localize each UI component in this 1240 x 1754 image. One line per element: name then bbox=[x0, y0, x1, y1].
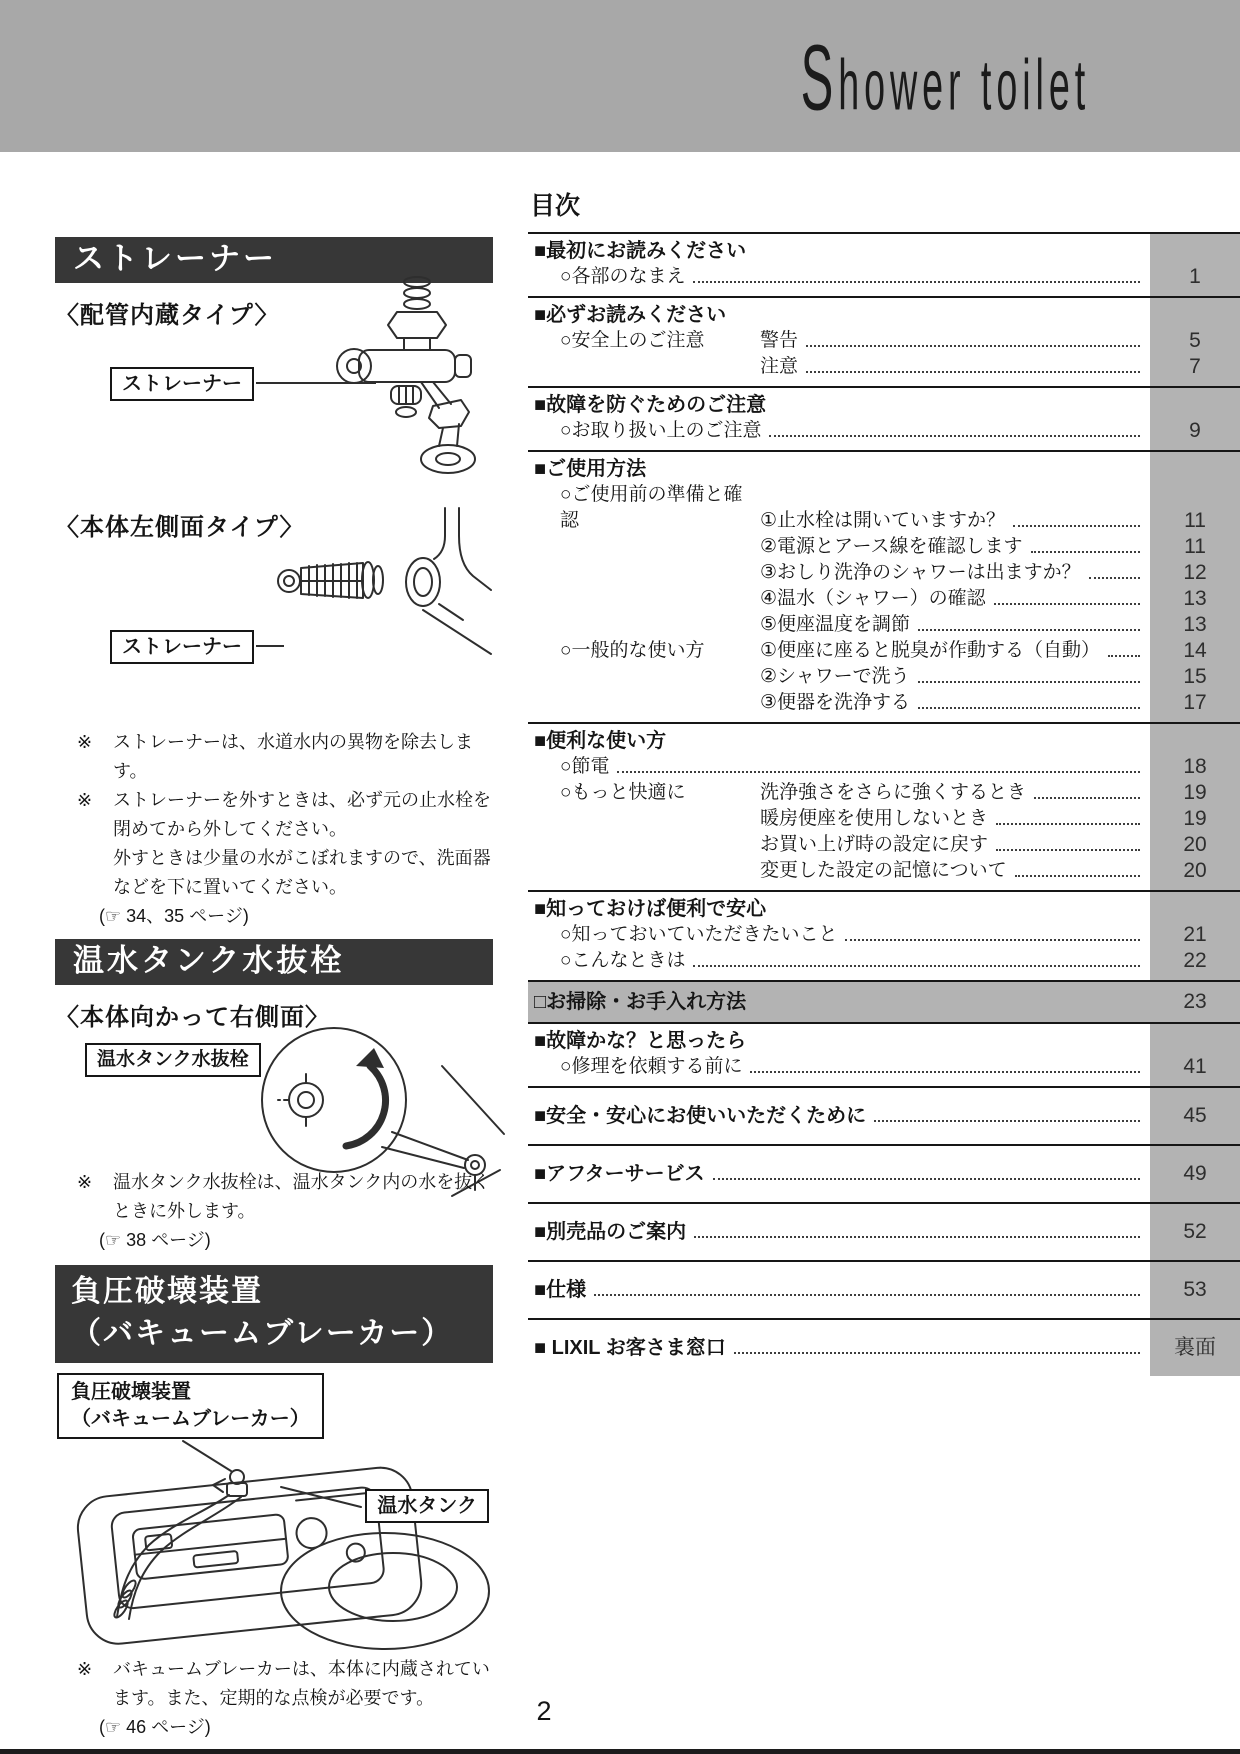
pipe-built-in-type-heading: 〈配管内蔵タイプ〉 bbox=[55, 302, 280, 329]
toc-row bbox=[528, 780, 1240, 806]
left-column bbox=[55, 237, 493, 1742]
toc-section bbox=[528, 1144, 1240, 1202]
toc-section-header bbox=[528, 1161, 1240, 1187]
note-marker: ※ bbox=[77, 732, 93, 752]
toc-section bbox=[528, 1260, 1240, 1318]
dotted-leader bbox=[996, 849, 1140, 851]
toc-row bbox=[528, 482, 1240, 534]
toc-section-title: ■最初にお読みください bbox=[534, 240, 747, 262]
toc-item-sublabel: ②電源とアース線を確認します bbox=[760, 536, 1023, 557]
vacuum-breaker-illustration bbox=[55, 1439, 493, 1651]
table-of-contents bbox=[528, 186, 1240, 1376]
toc-section-title: ■故障を防ぐためのご注意 bbox=[534, 394, 767, 416]
breaker-notes bbox=[55, 1655, 493, 1742]
note bbox=[55, 1226, 493, 1255]
toc-row bbox=[528, 586, 1240, 612]
dotted-leader bbox=[750, 1071, 1140, 1073]
dotted-leader bbox=[806, 345, 1140, 347]
toc-section-title: ■別売品のご案内 bbox=[534, 1221, 687, 1243]
toc-section bbox=[528, 386, 1240, 450]
note-text: ストレーナーは、水道水内の異物を除去します。 bbox=[113, 732, 473, 781]
toc-page-number: 11 bbox=[1184, 535, 1206, 558]
vacuum-breaker-section-banner bbox=[55, 1265, 493, 1363]
toc-section bbox=[528, 296, 1240, 386]
left-side-type-heading: 〈本体左側面タイプ〉 bbox=[55, 514, 305, 541]
toc-section-title: ■知っておけば便利で安心 bbox=[534, 898, 767, 920]
note-text: (☞ 34、35 ページ) bbox=[99, 906, 249, 926]
toc-page-number: 1 bbox=[1189, 265, 1201, 288]
dotted-leader bbox=[994, 603, 1140, 605]
toc-page-number: 23 bbox=[1183, 990, 1207, 1013]
strainer-figure-pipe-type bbox=[55, 330, 493, 495]
dotted-leader bbox=[713, 1178, 1140, 1180]
dotted-leader bbox=[594, 1294, 1140, 1296]
toc-row bbox=[528, 560, 1240, 586]
note-marker: ※ bbox=[77, 790, 93, 810]
toc-section-title: □お掃除・お手入れ方法 bbox=[534, 991, 747, 1013]
toc-item-sublabel: 注意 bbox=[760, 356, 799, 377]
toc-page-number: 19 bbox=[1183, 807, 1207, 830]
strainer-callout-pipe-type: ストレーナー bbox=[110, 367, 254, 401]
note-text: バキュームブレーカーは、本体に内蔵されています。また、定期的な点検が必要です。 bbox=[113, 1659, 490, 1708]
toc-page-number: 18 bbox=[1183, 755, 1207, 778]
strainer-figure-left-side-type bbox=[55, 542, 493, 728]
dotted-leader bbox=[617, 771, 1140, 773]
toc-page-number: 52 bbox=[1183, 1220, 1207, 1243]
vacuum-breaker-callout-line1: 負圧破壊装置 bbox=[71, 1381, 191, 1403]
toc-item-sublabel: ④温水（シャワー）の確認 bbox=[760, 588, 986, 609]
dotted-leader bbox=[806, 371, 1140, 373]
toc-page-number: 14 bbox=[1183, 639, 1207, 662]
toc-row bbox=[528, 418, 1240, 444]
toc-page-number: 9 bbox=[1189, 419, 1201, 442]
strainer-callout-left-side: ストレーナー bbox=[110, 630, 254, 664]
tank-drain-section-banner: 温水タンク水抜栓 bbox=[55, 939, 493, 985]
toc-row bbox=[528, 664, 1240, 690]
strainer-notes bbox=[55, 728, 493, 931]
toc-page-number: 19 bbox=[1183, 781, 1207, 804]
toc-section-header bbox=[528, 728, 1240, 754]
toc-row bbox=[528, 638, 1240, 664]
dotted-leader bbox=[1013, 525, 1140, 527]
toc-section-title: ■故障かな？と思ったら bbox=[534, 1030, 747, 1052]
note-text: (☞ 46 ページ) bbox=[99, 1717, 211, 1737]
toc-section-header bbox=[528, 896, 1240, 922]
dotted-leader bbox=[918, 681, 1140, 683]
toc-item-label: ○もっと快適に bbox=[560, 782, 686, 803]
toc-page-number: 5 bbox=[1189, 329, 1201, 352]
toc-item-sublabel: 洗浄強さをさらに強くするとき bbox=[760, 782, 1027, 803]
dotted-leader bbox=[1015, 875, 1140, 877]
toc-section bbox=[528, 1086, 1240, 1144]
toc-section-title: ■ LIXIL お客さま窓口 bbox=[534, 1337, 726, 1359]
toc-section bbox=[528, 722, 1240, 890]
toc-item-label: ○お取り扱い上のご注意 bbox=[560, 420, 762, 441]
toc-page-number: 41 bbox=[1183, 1055, 1207, 1078]
note bbox=[55, 844, 493, 902]
toc-section-header bbox=[528, 302, 1240, 328]
tank-notes bbox=[55, 1168, 493, 1255]
dotted-leader bbox=[1034, 797, 1140, 799]
toc-page-number: 20 bbox=[1183, 859, 1207, 882]
toc-item-label: ○各部のなまえ bbox=[560, 266, 686, 287]
toc-item-label: ○節電 bbox=[560, 756, 610, 777]
toc-page-number: 49 bbox=[1183, 1162, 1207, 1185]
dotted-leader bbox=[694, 1236, 1140, 1238]
toc-row bbox=[528, 354, 1240, 380]
toc-row bbox=[528, 612, 1240, 638]
leader-line bbox=[256, 382, 376, 384]
toc-row bbox=[528, 832, 1240, 858]
toc-page-number: 22 bbox=[1183, 949, 1207, 972]
toc-page-number: 15 bbox=[1183, 665, 1207, 688]
toc-section-header bbox=[528, 392, 1240, 418]
note-text: (☞ 38 ページ) bbox=[99, 1230, 211, 1250]
dotted-leader bbox=[693, 281, 1140, 283]
toc-item-sublabel: お買い上げ時の設定に戻す bbox=[760, 834, 989, 855]
toc-page-number: 17 bbox=[1183, 691, 1207, 714]
toc-section bbox=[528, 450, 1240, 722]
note-text: 外すときは少量の水がこぼれますので、洗面器などを下に置いてください。 bbox=[113, 848, 491, 897]
tank-drain-figure bbox=[55, 1032, 493, 1160]
toc-section-header bbox=[528, 989, 1240, 1015]
toc-page-number: 11 bbox=[1184, 509, 1206, 532]
toc-section-title: ■必ずお読みください bbox=[534, 304, 727, 326]
toc-row bbox=[528, 922, 1240, 948]
toc-item-label: ○知っておいていただきたいこと bbox=[560, 924, 838, 945]
dotted-leader bbox=[769, 435, 1140, 437]
left-side-strainer-illustration bbox=[273, 506, 493, 666]
dotted-leader bbox=[1089, 577, 1140, 579]
toc-page-number: 7 bbox=[1189, 355, 1201, 378]
brand-logo: Shower toilet bbox=[800, 25, 1090, 130]
toc-item-sublabel: ①止水栓は開いていますか？ bbox=[760, 510, 1006, 531]
toc-title: 目次 bbox=[530, 192, 581, 220]
toc-row bbox=[528, 264, 1240, 290]
tank-drain-callout: 温水タンク水抜栓 bbox=[85, 1043, 261, 1077]
toc-item-label: ○こんなときは bbox=[560, 950, 686, 971]
toc-item-label: ○一般的な使い方 bbox=[560, 640, 705, 661]
vacuum-breaker-banner-line1: 負圧破壊装置 bbox=[71, 1275, 263, 1308]
toc-section-title: ■仕様 bbox=[534, 1279, 587, 1301]
toc-item-sublabel: ③おしり洗浄のシャワーは出ますか？ bbox=[760, 562, 1081, 583]
dotted-leader bbox=[918, 707, 1140, 709]
right-side-heading: 〈本体向かって右側面〉 bbox=[55, 1004, 330, 1031]
toc-section-header bbox=[528, 1277, 1240, 1303]
bottom-edge-bar bbox=[0, 1749, 1240, 1754]
toc-section-title: ■ご使用方法 bbox=[534, 458, 647, 480]
toc-section-title: ■安全・安心にお使いいただくために bbox=[534, 1105, 867, 1127]
toc-page-number: 13 bbox=[1183, 587, 1207, 610]
strainer-section-banner: ストレーナー bbox=[55, 237, 493, 283]
toc-section bbox=[528, 980, 1240, 1022]
vacuum-breaker-banner-line2: （バキュームブレーカー） bbox=[71, 1317, 454, 1350]
toc-section-header bbox=[528, 1219, 1240, 1245]
toc-section-header bbox=[528, 1335, 1240, 1361]
note bbox=[55, 786, 493, 844]
toc-page-number: 45 bbox=[1183, 1104, 1207, 1127]
vacuum-breaker-figure bbox=[55, 1439, 493, 1651]
toc-page-number: 21 bbox=[1183, 923, 1207, 946]
toc-row bbox=[528, 948, 1240, 974]
note bbox=[55, 1655, 493, 1713]
note bbox=[55, 728, 493, 786]
toc-page-number: 20 bbox=[1183, 833, 1207, 856]
toc-item-sublabel: ①便座に座ると脱臭が作動する（自動） bbox=[760, 640, 1101, 661]
toc-row bbox=[528, 806, 1240, 832]
toc-section-header bbox=[528, 1103, 1240, 1129]
toc-section bbox=[528, 1318, 1240, 1376]
toc-row bbox=[528, 534, 1240, 560]
toc-item-sublabel: ③便器を洗浄する bbox=[760, 692, 911, 713]
toc-section-title: ■アフターサービス bbox=[534, 1163, 705, 1185]
toc-row bbox=[528, 328, 1240, 354]
dotted-leader bbox=[734, 1352, 1140, 1354]
note bbox=[55, 902, 493, 931]
toc-item-label: ○安全上のご注意 bbox=[560, 330, 705, 351]
dotted-leader bbox=[918, 629, 1140, 631]
dotted-leader bbox=[845, 939, 1140, 941]
leader-line bbox=[256, 645, 284, 647]
note bbox=[55, 1168, 493, 1226]
hot-water-tank-callout: 温水タンク bbox=[365, 1489, 489, 1523]
toc-item-label: ○修理を依頼する前に bbox=[560, 1056, 743, 1077]
note-text: ストレーナーを外すときは、必ず元の止水栓を閉めてから外してください。 bbox=[113, 790, 491, 839]
toc-section-header bbox=[528, 1028, 1240, 1054]
toc-page-number: 13 bbox=[1183, 613, 1207, 636]
toc-item-sublabel: 変更した設定の記憶について bbox=[760, 860, 1007, 881]
toc-section bbox=[528, 232, 1240, 296]
toc-item-sublabel: 暖房便座を使用しないとき bbox=[760, 808, 989, 829]
dotted-leader bbox=[996, 823, 1140, 825]
toc-section-header bbox=[528, 456, 1240, 482]
dotted-leader bbox=[874, 1120, 1140, 1122]
page-number: 2 bbox=[536, 1696, 552, 1726]
toc-page-number: 裏面 bbox=[1174, 1336, 1216, 1359]
toc-row bbox=[528, 858, 1240, 884]
toc-row bbox=[528, 754, 1240, 780]
toc-section-header bbox=[528, 238, 1240, 264]
toc-section-title: ■便利な使い方 bbox=[534, 730, 667, 752]
toc-row bbox=[528, 690, 1240, 716]
dotted-leader bbox=[1108, 655, 1140, 657]
toc-section bbox=[528, 1022, 1240, 1086]
vacuum-breaker-callout-line2: （バキュームブレーカー） bbox=[71, 1408, 310, 1430]
toc-item-sublabel: ⑤便座温度を調節 bbox=[760, 614, 911, 635]
dotted-leader bbox=[693, 965, 1140, 967]
note bbox=[55, 1713, 493, 1742]
note-text: 温水タンク水抜栓は、温水タンク内の水を抜くときに外します。 bbox=[113, 1172, 491, 1221]
toc-item-sublabel: ②シャワーで洗う bbox=[760, 666, 910, 687]
toc-item-sublabel: 警告 bbox=[760, 330, 799, 351]
masthead bbox=[0, 0, 1240, 152]
toc-page-number: 53 bbox=[1183, 1278, 1207, 1301]
dotted-leader bbox=[1031, 551, 1140, 553]
note-marker: ※ bbox=[77, 1172, 93, 1192]
toc-table bbox=[528, 232, 1240, 1376]
toc-item-label: ○ご使用前の準備と確認 bbox=[560, 484, 743, 531]
toc-section bbox=[528, 1202, 1240, 1260]
toc-section bbox=[528, 890, 1240, 980]
toc-page-number: 12 bbox=[1183, 561, 1207, 584]
vacuum-breaker-callout bbox=[57, 1373, 324, 1439]
toc-row bbox=[528, 1054, 1240, 1080]
note-marker: ※ bbox=[77, 1659, 93, 1679]
